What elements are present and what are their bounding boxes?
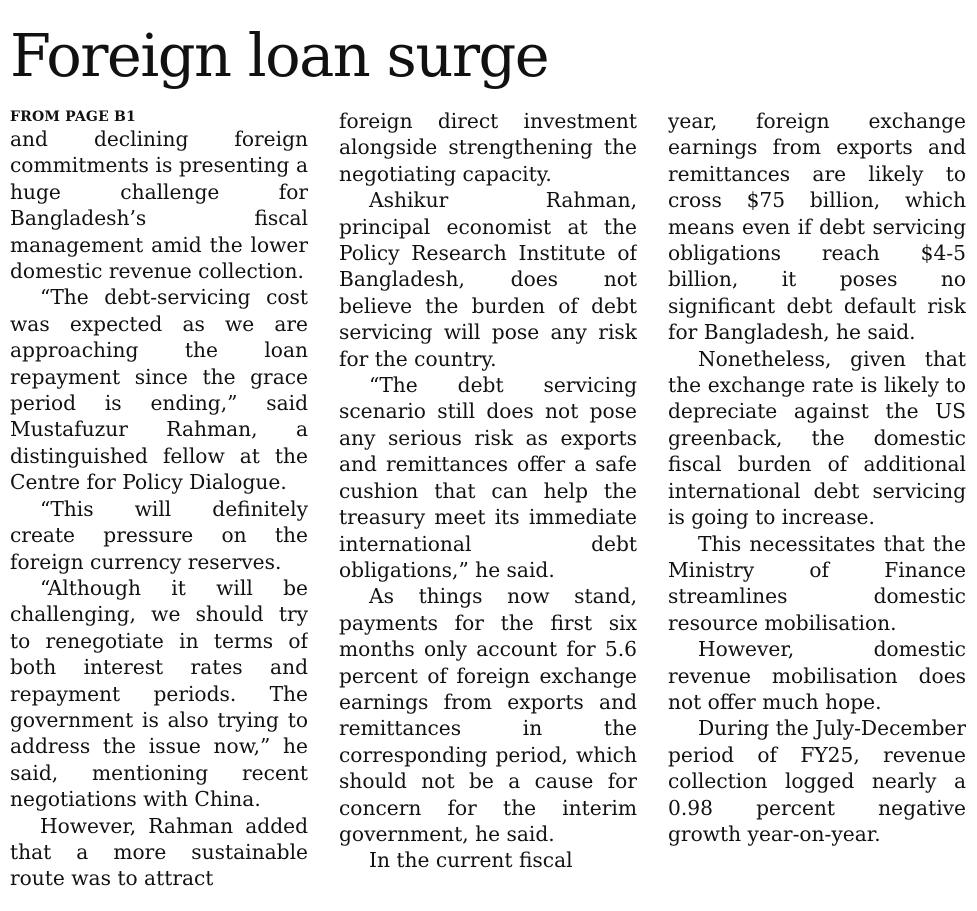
paragraph: and declining foreign commitments is presenting a huge challenge for Bangladesh’s fiscal management amid the lower domestic revenue collection. (10, 127, 308, 284)
paragraph: Ashikur Rahman, principal economist at the Policy Research Institute of Bangladesh, does not believe the burden of debt servicing will pose any risk for the country. (339, 188, 637, 371)
paragraph: “This will definitely create pressure on the foreign currency reserves. (10, 496, 308, 574)
paragraph: In the current fiscal (369, 848, 573, 873)
paragraph: As things now stand, payments for the first six months only account for 5.6 percent of foreign exchange earnings from exports and remittances in the corresponding period, which should not be a cause for concern for the interim government, he said. (339, 584, 637, 846)
paragraph: However, Rahman added that a more sustainable route was to attract (10, 813, 308, 891)
paragraph: foreign direct investment alongside strengthening the negotiating capacity. (339, 109, 637, 186)
paragraph: year, foreign exchange earnings from exports and remittances are likely to cross $75 billion, which means even if debt servicing obligations reach $4-5 billion, it poses no significant debt default risk for Bangladesh, he said. (668, 109, 966, 345)
paragraph: “Although it will be challenging, we should try to renegotiate in terms of both interest rates and repayment periods. The government is also trying to address the issue now,” he said, mentioning recent negotiations with China. (10, 575, 308, 812)
jump-label: FROM PAGE B1 (10, 109, 136, 125)
paragraph: “The debt-servicing cost was expected as we are approaching the loan repayment since the grace period is ending,” said Mustafuzur Rahman, a distinguished fellow at the Centre for Policy Dialogue. (10, 285, 308, 495)
paragraph: During the July-December period of FY25, revenue collection logged nearly a 0.98 percent negative growth year-on-year. (668, 716, 966, 846)
article-column-1 (10, 108, 308, 898)
paragraph: However, domestic revenue mobilisation does not offer much hope. (668, 637, 966, 714)
paragraph: Nonetheless, given that the exchange rate is likely to depreciate against the US greenback, the domestic fiscal burden of additional international debt servicing is going to increase. (668, 346, 966, 530)
article-column-3 (668, 108, 966, 898)
paragraph: “The debt servicing scenario still does not pose any serious risk as exports and remittances offer a safe cushion that can help the treasury meet its immediate international debt obligations,” he said. (339, 373, 637, 582)
article-column-2 (339, 108, 637, 898)
headline: Foreign loan surge (10, 21, 549, 90)
paragraph: This necessitates that the Ministry of Finance streamlines domestic resource mobilisation. (668, 531, 966, 635)
